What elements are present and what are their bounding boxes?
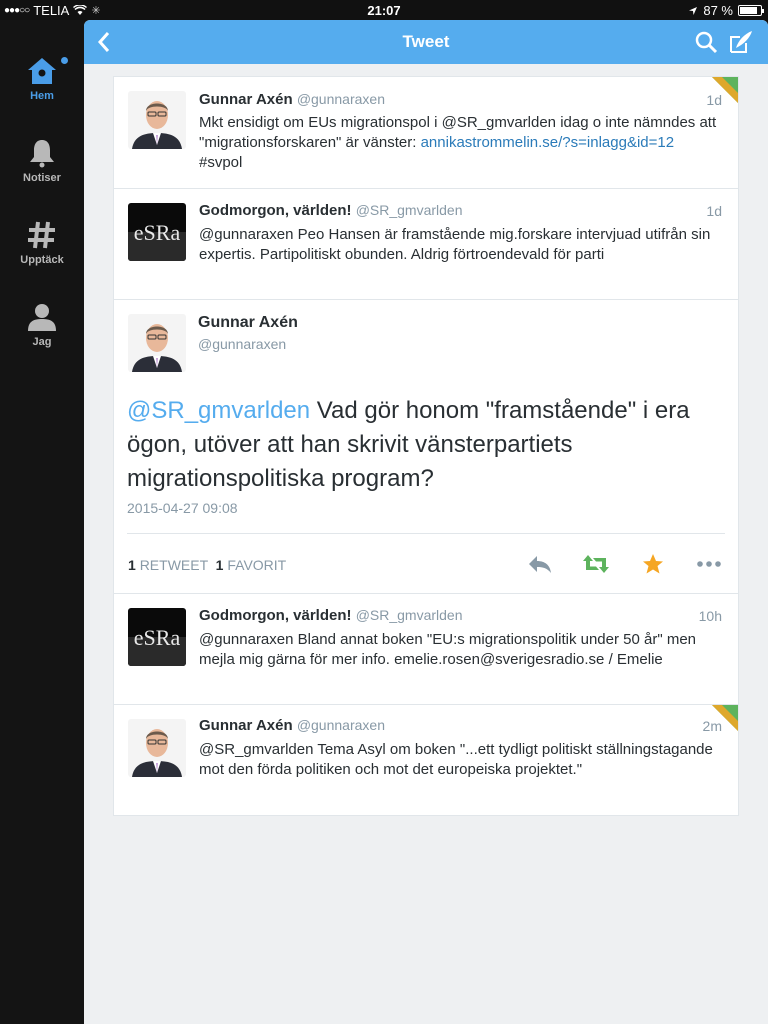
home-icon [26, 56, 58, 86]
author-name[interactable]: Godmorgon, världen! [199, 607, 352, 624]
author-handle[interactable]: @gunnaraxen [296, 717, 385, 733]
avatar-photo [128, 719, 186, 777]
retweeted-corner-icon [712, 705, 738, 731]
sidebar-item-label: Notiser [23, 172, 61, 184]
avatar-photo [128, 314, 186, 372]
favorite-star-icon[interactable] [642, 553, 664, 575]
status-bar [0, 0, 768, 20]
battery-icon [738, 5, 762, 16]
tweet-text: @SR_gmvarlden Vad gör honom "framstående" i era ögon, utöver att han skrivit vänsterpartiets migrationspolitiska program? [127, 397, 690, 492]
top-bar [84, 20, 768, 64]
author-name[interactable]: Gunnar Axén [198, 314, 298, 331]
avatar[interactable] [128, 719, 186, 777]
tweet-item[interactable] [114, 594, 738, 705]
avatar[interactable] [128, 314, 186, 372]
clock: 21:07 [367, 3, 401, 18]
sidebar-item-label: Jag [32, 336, 52, 348]
svg-text:eSRa: eSRa [133, 220, 181, 245]
tweet-time: 1d [706, 92, 722, 108]
sidebar-item-notifications[interactable] [0, 138, 84, 184]
avatar-photo [128, 91, 186, 149]
bell-icon [26, 138, 58, 168]
sidebar-item-home[interactable] [0, 56, 84, 102]
tweet-text: @SR_gmvarlden Tema Asyl om boken "...ett tydligt politiskt ställningstagande mot den förda politiken och mot det europeiska projektet." [199, 741, 713, 778]
sidebar-item-discover[interactable] [0, 220, 84, 266]
sidebar-item-me[interactable] [0, 302, 84, 348]
tweet-time: 2m [702, 718, 722, 734]
conversation-card [113, 76, 739, 816]
sidebar [0, 20, 84, 1024]
avatar-logo [128, 608, 186, 666]
unread-dot [61, 57, 68, 64]
location-arrow-icon [688, 6, 698, 16]
tweet-time: 1d [706, 203, 722, 219]
tweet-time: 10h [698, 608, 722, 624]
tweet-stats: 1 RETWEET 1 FAVORIT [128, 557, 287, 573]
more-options-icon[interactable] [696, 553, 722, 575]
author-name[interactable]: Gunnar Axén [199, 91, 293, 108]
tweet-item[interactable] [114, 77, 738, 189]
retweet-icon[interactable] [582, 553, 610, 575]
mention-link[interactable]: @SR_gmvarlden [127, 397, 311, 424]
retweets-link[interactable]: RETWEET [139, 557, 208, 573]
activity-icon: ✳ [91, 5, 101, 17]
author-handle[interactable]: @SR_gmvarlden [355, 202, 463, 218]
author-name[interactable]: Gunnar Axén [199, 717, 293, 734]
hashtag-icon [26, 220, 58, 250]
tweet-text: Mkt ensidigt om EUs migrationspol i @SR_gmvarlden idag o inte nämndes att "migrationsforskaren" är vänster: annikastrommelin.se/?s=inlagg&id=12 #svpol [199, 114, 717, 171]
focused-tweet [114, 300, 738, 594]
author-handle[interactable]: @SR_gmvarlden [355, 607, 463, 623]
signal-icon: ●●●○○ [4, 5, 30, 16]
divider [127, 533, 725, 534]
avatar-logo [128, 203, 186, 261]
retweeted-corner-icon [712, 77, 738, 103]
page-title: Tweet [402, 32, 450, 51]
carrier: TELIA [33, 3, 70, 18]
avatar[interactable] [128, 203, 186, 261]
svg-text:eSRa: eSRa [133, 625, 181, 650]
battery-percent: 87 % [703, 3, 733, 18]
tweet-date: 2015-04-27 09:08 [127, 500, 238, 516]
author-handle[interactable]: @gunnaraxen [296, 91, 385, 107]
person-icon [26, 302, 58, 332]
favorites-link[interactable]: FAVORIT [227, 557, 287, 573]
avatar[interactable] [128, 91, 186, 149]
author-handle[interactable]: @gunnaraxen [198, 336, 287, 352]
compose-icon[interactable] [728, 29, 754, 55]
tweet-text: @gunnaraxen Peo Hansen är framstående mig.forskare intervjuad utifrån sin expertis. Partipolitiskt obunden. Aldrig förtroendevald för parti [199, 226, 711, 263]
main-panel [84, 20, 768, 1024]
tweet-item[interactable] [114, 705, 738, 815]
tweet-link[interactable]: annikastrommelin.se/?s=inlagg&id=12 [420, 134, 675, 151]
sidebar-item-label: Upptäck [20, 254, 64, 266]
sidebar-item-label: Hem [30, 90, 54, 102]
avatar[interactable] [128, 608, 186, 666]
author-name[interactable]: Godmorgon, världen! [199, 202, 352, 219]
tweet-text: @gunnaraxen Bland annat boken "EU:s migrationspolitik under 50 år" men mejla mig gärna för mer info. emelie.rosen@sverigesradio.se / Emelie [199, 631, 696, 668]
tweet-item[interactable] [114, 189, 738, 300]
reply-icon[interactable] [527, 553, 553, 575]
search-icon[interactable] [694, 30, 718, 54]
